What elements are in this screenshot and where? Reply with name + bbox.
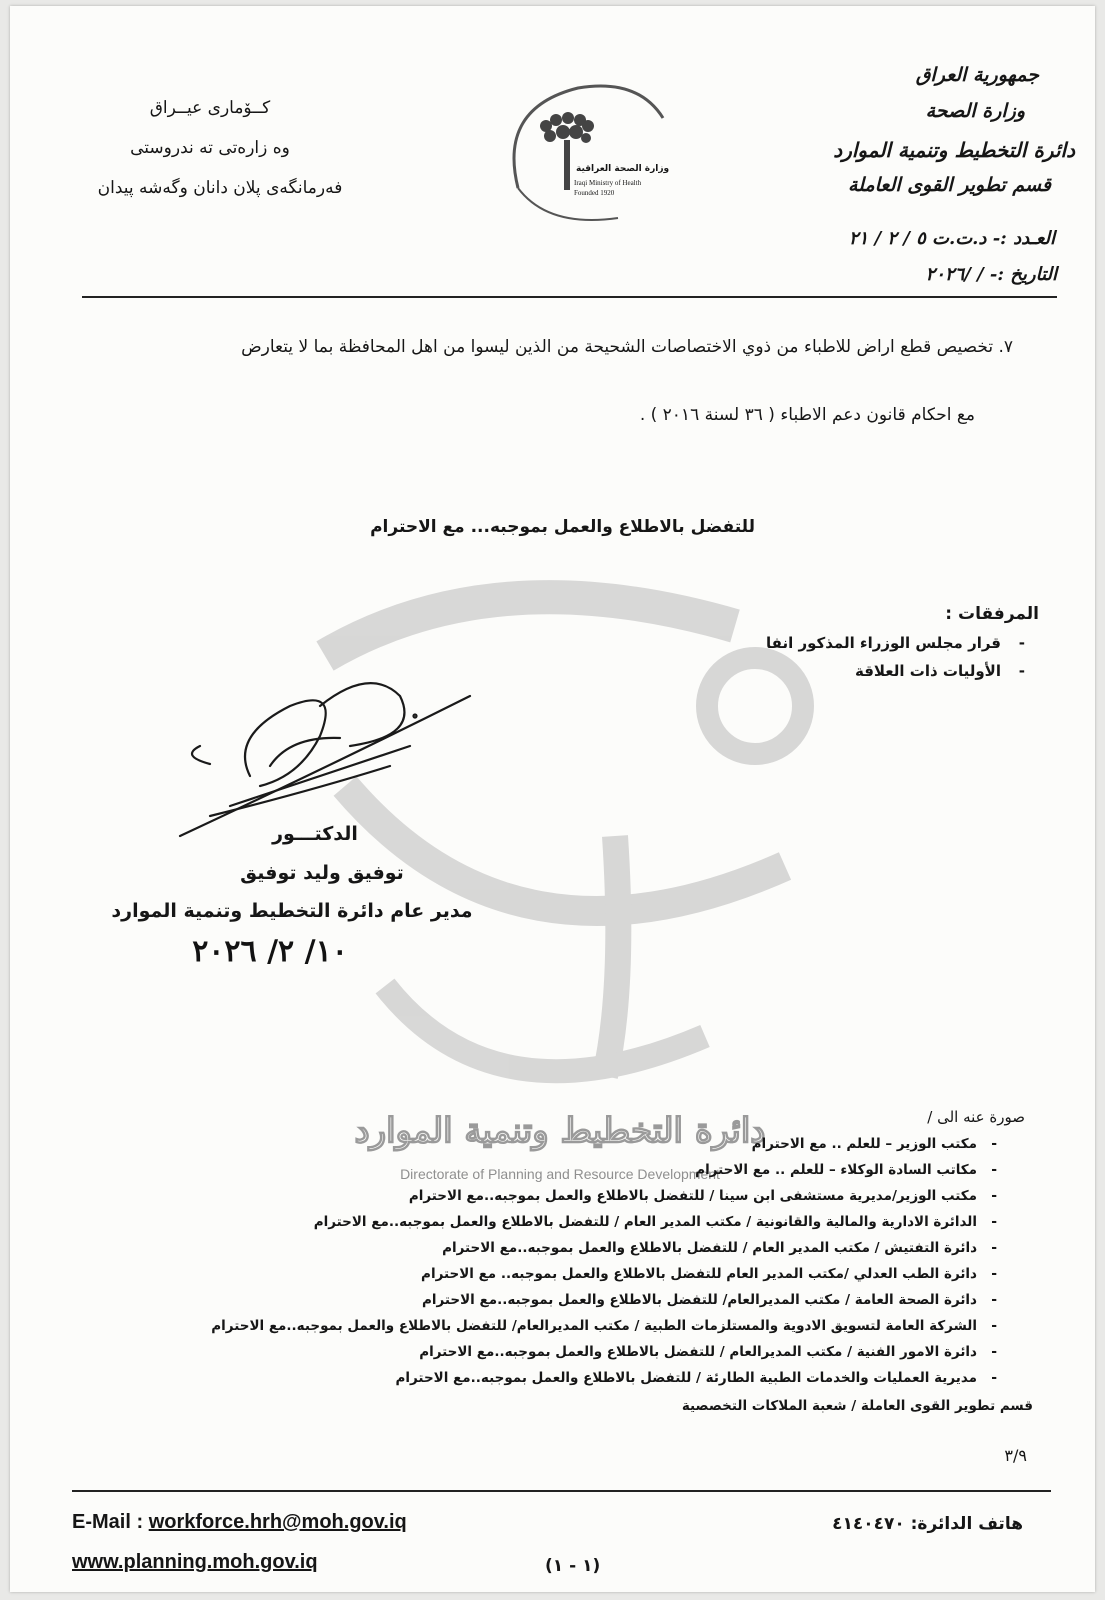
copy-recipient: دائرة التفتيش / مكتب المدير العام / للتفضل بالاطلاع والعمل بموجبه..مع الاحترام: [442, 1240, 977, 1256]
footer-page-number: (١ - ١): [545, 1556, 601, 1576]
copy-recipient: مكتب الوزير/مديرية مستشفى ابن سينا / للتفضل بالاطلاع والعمل بموجبه..مع الاحترام: [408, 1188, 977, 1204]
copy-recipient: الشركة العامة لتسويق الادوية والمستلزمات الطبية / مكتب المديرالعام/ للتفضل بالاطلاع والعمل بموجبه..مع الاحترام: [211, 1318, 977, 1334]
header-line-ministry: وزارة الصحة: [925, 100, 1025, 122]
header-line-directorate: دائرة التخطيط وتنمية الموارد: [833, 138, 1075, 162]
attachments-title: المرفقات :: [945, 604, 1039, 624]
copy-recipient: مكاتب السادة الوكلاء – للعلم .. مع الاحترام: [695, 1162, 977, 1178]
watermark-english: Directorate of Planning and Resource Development: [400, 1166, 720, 1182]
header-line-department: قسم تطوير القوى العاملة: [847, 174, 1051, 196]
handwritten-signature: [170, 666, 490, 846]
attachment-item: قرار مجلس الوزراء المذكور انفا: [766, 634, 1001, 652]
copy-recipient: دائرة الصحة العامة / مكتب المديرالعام/ للتفضل بالاطلاع والعمل بموجبه..مع الاحترام: [421, 1292, 977, 1308]
copy-dash: -: [991, 1162, 997, 1178]
email-link[interactable]: workforce.hrh@moh.gov.iq: [148, 1511, 407, 1533]
attachment-dash: -: [1018, 662, 1025, 680]
copy-dash: -: [991, 1136, 997, 1152]
reference-date: التاريخ :- / /٢٠٢٦: [925, 264, 1057, 285]
website-link[interactable]: www.planning.moh.gov.iq: [72, 1551, 318, 1573]
copy-recipient: الدائرة الادارية والمالية والقانونية / مكتب المدير العام / للتفضل بالاطلاع والعمل بموجبه..مع الاحترام: [313, 1214, 977, 1230]
copy-recipient: مديرية العمليات والخدمات الطبية الطارئة / للتفضل بالاطلاع والعمل بموجبه..مع الاحترام: [395, 1370, 977, 1386]
copies-last-line: قسم تطوير القوى العاملة / شعبة الملاكات التخصصية: [681, 1398, 1033, 1414]
copy-dash: -: [991, 1188, 997, 1204]
signature-name: توفيق وليد توفيق: [240, 862, 404, 884]
footer-email-row: [72, 1511, 407, 1534]
copy-dash: -: [991, 1266, 997, 1282]
footer-phone: هاتف الدائرة: ٤١٤٠٤٧٠: [832, 1514, 1023, 1534]
kurdish-line-directorate: فه‌رمانگه‌ى پلان دانان وگه‌شه پيدان: [97, 178, 343, 198]
copy-dash: -: [991, 1240, 997, 1256]
reference-number: العـدد :- د.ت.ت ٥ / ٢ / ٢١: [848, 228, 1055, 249]
copy-recipient: دائرة الامور الفنية / مكتب المديرالعام / للتفضل بالاطلاع والعمل بموجبه..مع الاحترام: [419, 1344, 977, 1360]
copy-dash: -: [991, 1214, 997, 1230]
copy-dash: -: [991, 1370, 997, 1386]
kurdish-line-ministry: وه زاره‌تى ته ندروستى: [130, 138, 290, 158]
item-7-line-2: مع احكام قانون دعم الاطباء ( ٣٦ لسنة ٢٠١٦ ) .: [639, 405, 975, 425]
page-code: ٣/٩: [1004, 1446, 1027, 1465]
handwritten-date: ١٠/ ٢/ ٢٠٢٦: [192, 934, 348, 969]
footer-divider: [72, 1490, 1051, 1492]
copies-title: صورة عنه الى /: [927, 1108, 1025, 1126]
ministry-logo: [488, 78, 668, 228]
watermark-arabic: دائرة التخطيط وتنمية الموارد: [354, 1111, 766, 1151]
logo-founded: Founded 1920: [574, 189, 615, 197]
copy-recipient: مكتب الوزير – للعلم .. مع الاحترام: [751, 1136, 977, 1152]
attachment-item: الأوليات ذات العلاقة: [854, 662, 1001, 680]
header-divider: [82, 296, 1057, 298]
item-7-line-1: ٧. تخصيص قطع اراض للاطباء من ذوي الاختصاصات الشحيحة من الذين ليسوا من اهل المحافظة بما لا يتعارض: [241, 337, 1013, 357]
attachment-dash: -: [1018, 634, 1025, 652]
copy-dash: -: [991, 1344, 997, 1360]
logo-name-en: Iraqi Ministry of Health: [574, 179, 642, 187]
copy-recipient: دائرة الطب العدلي /مكتب المدير العام للتفضل بالاطلاع والعمل بموجبه.. مع الاحترام: [421, 1266, 977, 1282]
copy-dash: -: [991, 1318, 997, 1334]
copy-dash: -: [991, 1292, 997, 1308]
logo-name-ar: وزارة الصحة العراقية: [576, 164, 670, 174]
document-page: [10, 6, 1095, 1592]
signature-title: الدكتـــور: [272, 823, 358, 845]
header-line-country: جمهورية العراق: [915, 64, 1039, 86]
email-label: E-Mail :: [72, 1511, 144, 1533]
closing-line: للتفضل بالاطلاع والعمل بموجبه... مع الاحترام: [370, 517, 755, 537]
signature-position: مدير عام دائرة التخطيط وتنمية الموارد: [111, 900, 473, 922]
kurdish-line-country: كــۆمارى عيــراق: [149, 98, 271, 118]
